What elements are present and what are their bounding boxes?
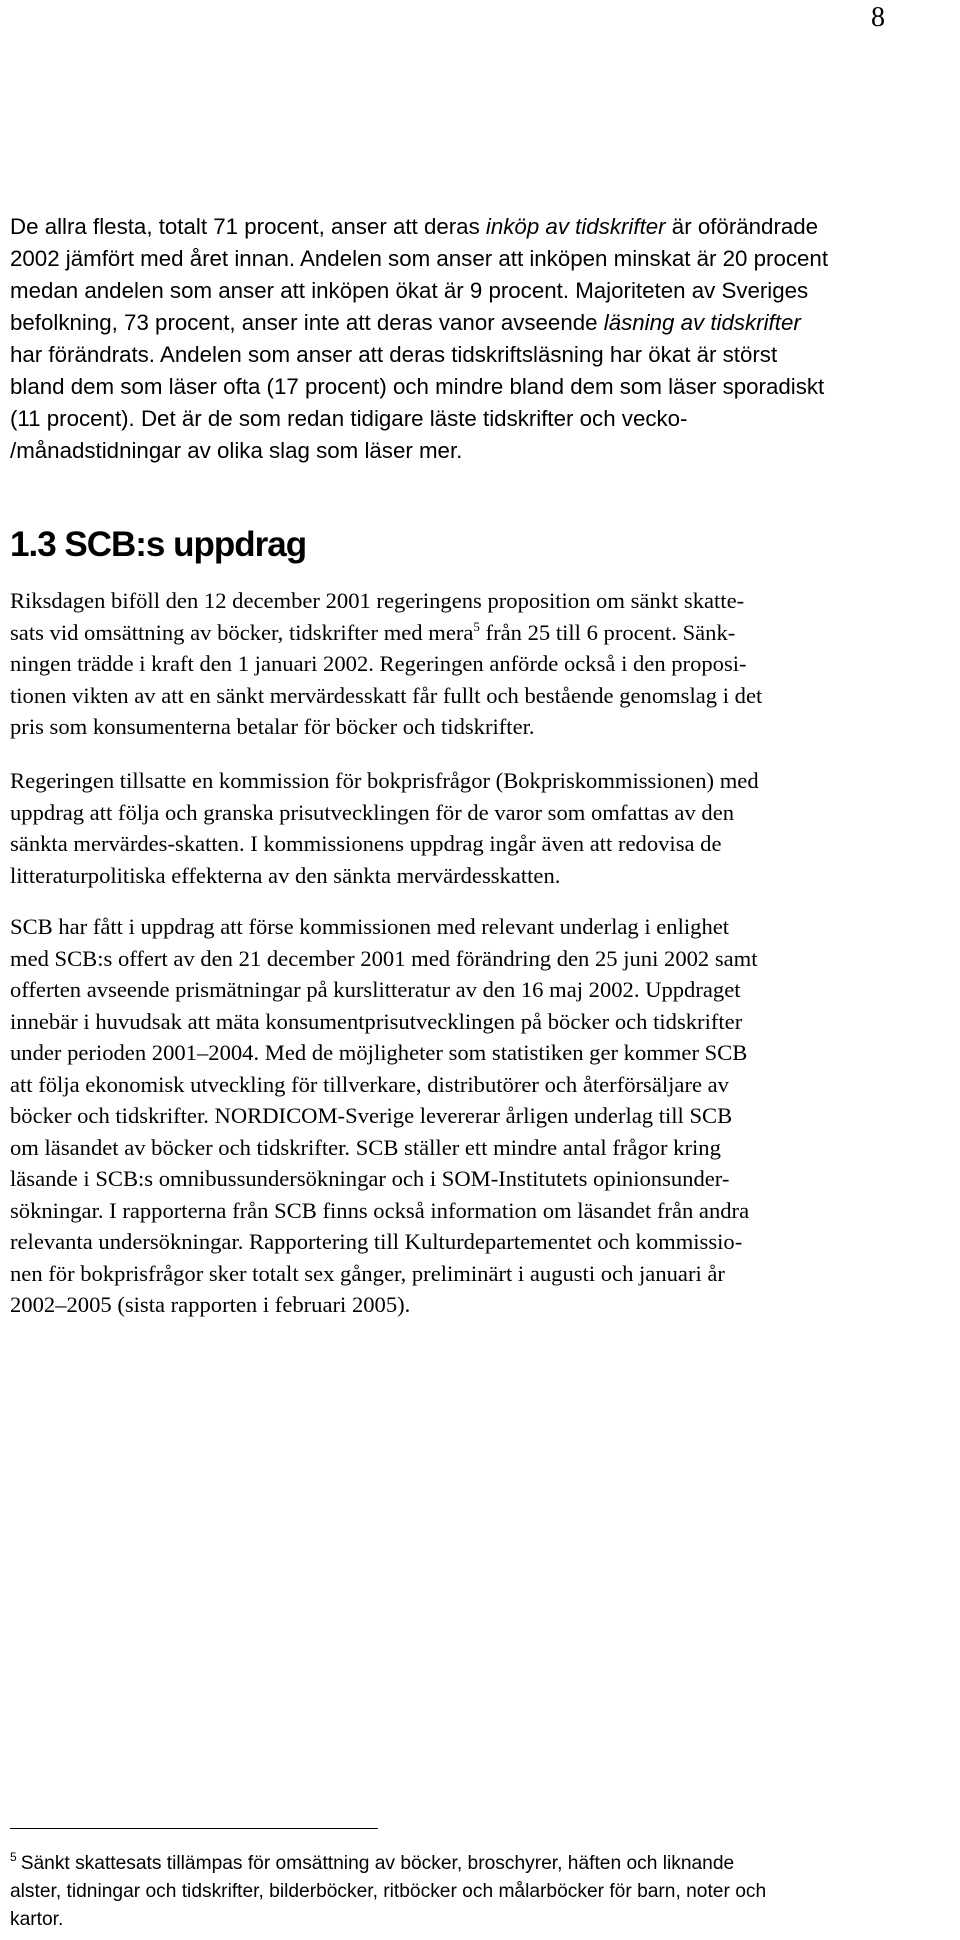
text-line: bland dem som läser ofta (17 procent) och mindre bland dem som läser sporadiskt bbox=[10, 374, 825, 399]
text-line: böcker och tidskrifter. NORDICOM-Sverige levererar årligen underlag till SCB bbox=[10, 1103, 733, 1128]
text-line bbox=[10, 211, 958, 243]
text-line: Regeringen tillsatte en kommission för bokprisfrågor (Bokpriskommissionen) med bbox=[10, 768, 759, 793]
text-line: alster, tidningar och tidskrifter, bilderböcker, ritböcker och målarböcker för barn, noter och bbox=[10, 1881, 767, 1902]
text-line: under perioden 2001–2004. Med de möjligheter som statistiken ger kommer SCB bbox=[10, 1040, 748, 1065]
text-line: tionen vikten av att en sänkt mervärdesskatt får fullt och bestående genomslag i det bbox=[10, 682, 763, 708]
body-paragraph-1 bbox=[10, 585, 958, 743]
emphasis-text: läsning av tidskrifter bbox=[603, 310, 801, 335]
footnote bbox=[10, 1850, 958, 1934]
text-line: sökningar. I rapporterna från SCB finns också information om läsandet från andra bbox=[10, 1197, 750, 1223]
text-line: läsande i SCB:s omnibussundersökningar och i SOM-Institutets opinionsunder- bbox=[10, 1166, 730, 1191]
text-line: sänkta mervärdes-skatten. I kommissionens uppdrag ingår även att redovisa de bbox=[10, 831, 722, 856]
text-line: nen för bokprisfrågor sker totalt sex gånger, preliminärt i augusti och januari år bbox=[10, 1260, 725, 1286]
text-line: /månadstidningar av olika slag som läser mer. bbox=[10, 438, 463, 463]
text-line: uppdrag att följa och granska prisutvecklingen för de varor som omfattas av den bbox=[10, 799, 735, 825]
footnote-separator bbox=[10, 1828, 378, 1829]
text-line: om läsandet av böcker och tidskrifter. SCB ställer ett mindre antal frågor kring bbox=[10, 1134, 721, 1160]
text-line: 2002 jämfört med året innan. Andelen som anser att inköpen minskat är 20 procent bbox=[10, 246, 829, 271]
text-run: är oförändrade bbox=[665, 214, 819, 239]
footnote-marker: 5 bbox=[10, 1850, 17, 1864]
text-line: med SCB:s offert av den 21 december 2001 med förändring den 25 juni 2002 samt bbox=[10, 945, 758, 971]
text-run: De allra flesta, totalt 71 procent, anser att deras bbox=[10, 214, 486, 239]
text-run: sats vid omsättning av böcker, tidskrifter med mera bbox=[10, 619, 474, 645]
page-number: 8 bbox=[871, 2, 885, 33]
footnote-reference[interactable]: 5 bbox=[473, 618, 480, 634]
text-line: (11 procent). Det är de som redan tidigare läste tidskrifter och vecko- bbox=[10, 406, 688, 431]
text-line bbox=[10, 1850, 958, 1878]
text-run: Sänkt skattesats tillämpas för omsättning av böcker, broschyrer, häften och liknande bbox=[20, 1853, 735, 1874]
text-line: Riksdagen biföll den 12 december 2001 regeringens proposition om sänkt skatte- bbox=[10, 588, 745, 613]
text-line: litteraturpolitiska effekterna av den sänkta mervärdesskatten. bbox=[10, 862, 561, 888]
text-line bbox=[10, 307, 958, 339]
text-line: SCB har fått i uppdrag att förse kommissionen med relevant underlag i enlighet bbox=[10, 914, 730, 939]
text-line: har förändrats. Andelen som anser att deras tidskriftsläsning har ökat är störst bbox=[10, 342, 778, 367]
text-line: kartor. bbox=[10, 1909, 64, 1930]
body-paragraph-2 bbox=[10, 765, 958, 891]
text-line bbox=[10, 617, 958, 649]
text-line: offerten avseende prismätningar på kurslitteratur av den 16 maj 2002. Uppdraget bbox=[10, 977, 741, 1002]
text-line: innebär i huvudsak att mäta konsumentprisutvecklingen på böcker och tidskrifter bbox=[10, 1008, 743, 1034]
section-heading: 1.3 SCB:s uppdrag bbox=[10, 525, 307, 564]
text-run: från 25 till 6 procent. Sänk- bbox=[479, 619, 736, 645]
body-paragraph-3 bbox=[10, 911, 958, 1321]
intro-paragraph bbox=[10, 211, 958, 467]
text-line: att följa ekonomisk utveckling för tillverkare, distributörer och återförsäljare av bbox=[10, 1071, 729, 1097]
text-run: befolkning, 73 procent, anser inte att deras vanor avseende bbox=[10, 310, 604, 335]
text-line: pris som konsumenterna betalar för böcker och tidskrifter. bbox=[10, 714, 535, 739]
text-line: relevanta undersökningar. Rapportering till Kulturdepartementet och kommissio- bbox=[10, 1229, 743, 1254]
text-line: medan andelen som anser att inköpen ökat är 9 procent. Majoriteten av Sveriges bbox=[10, 278, 809, 303]
emphasis-text: inköp av tidskrifter bbox=[485, 214, 666, 239]
text-line: ningen trädde i kraft den 1 januari 2002. Regeringen anförde också i den proposi- bbox=[10, 651, 747, 676]
text-line: 2002–2005 (sista rapporten i februari 2005). bbox=[10, 1292, 411, 1317]
